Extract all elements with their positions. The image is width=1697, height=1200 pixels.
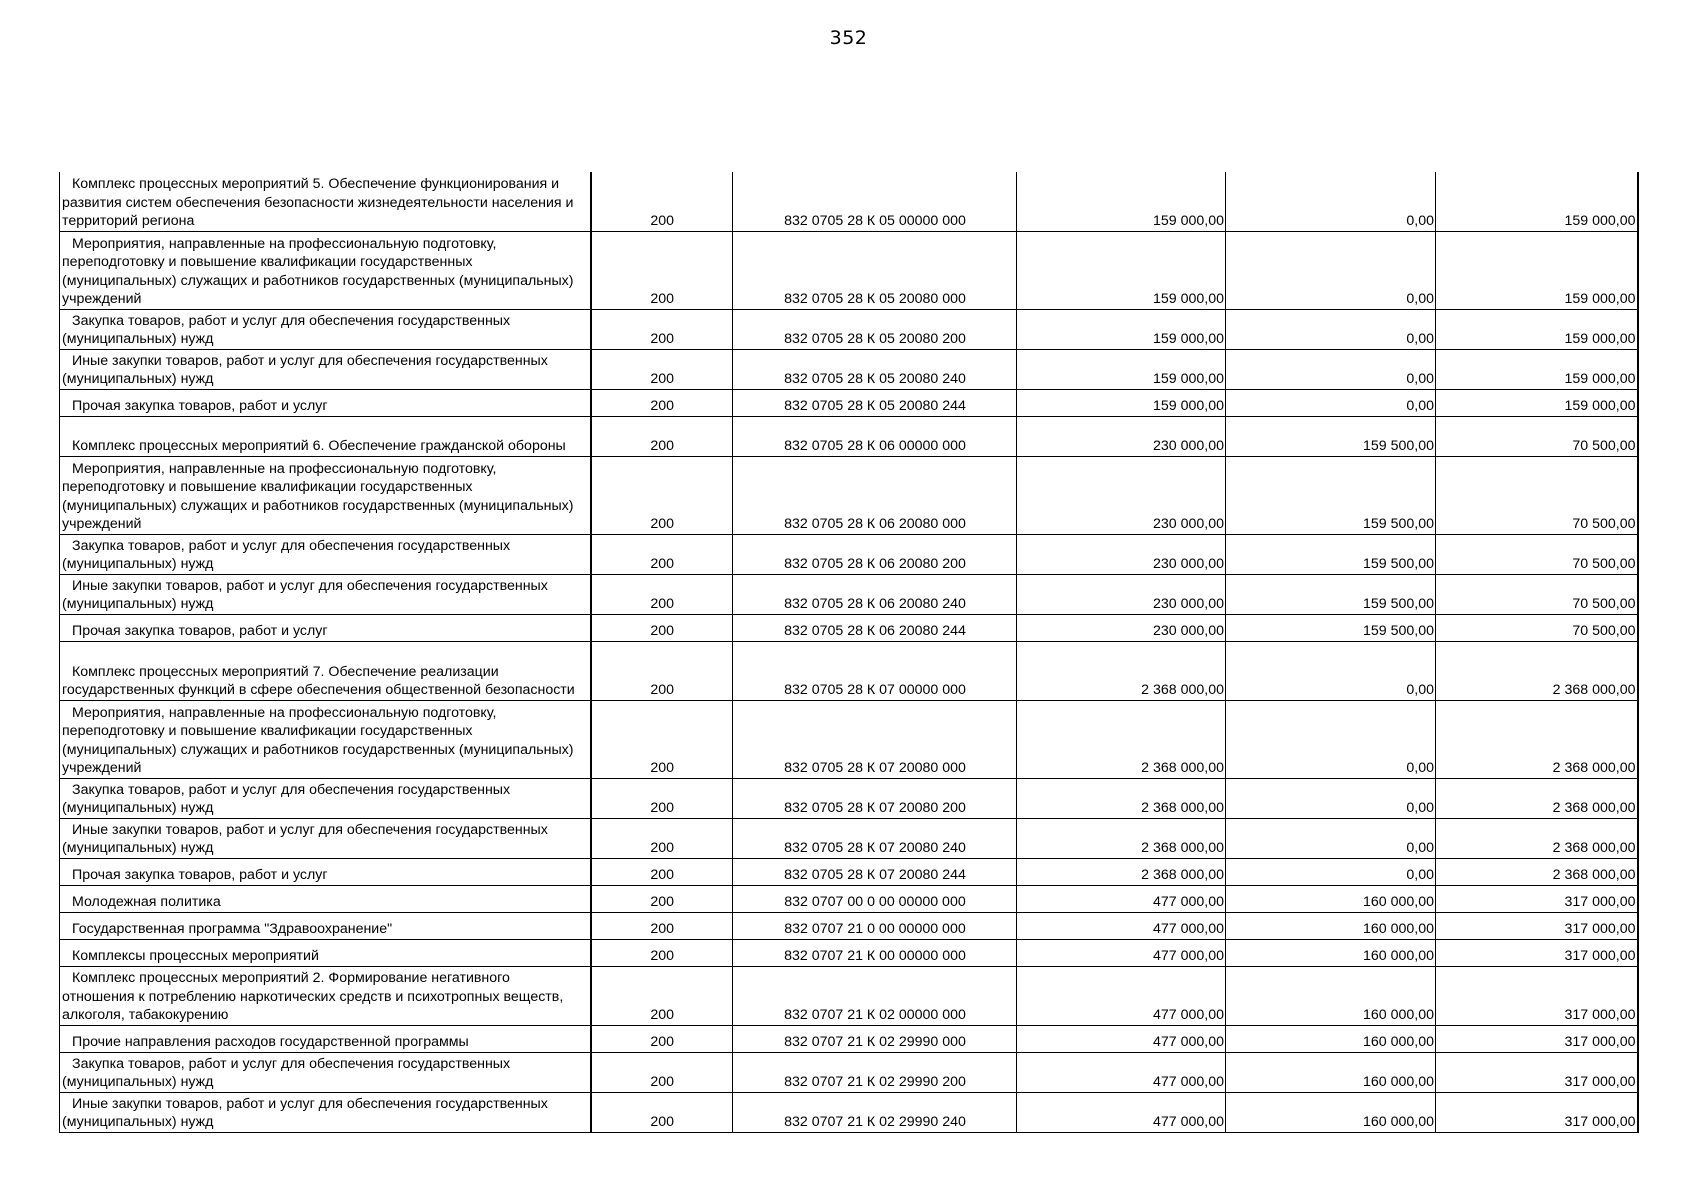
row-kbk: 832 0705 28 К 05 20080 240 <box>733 349 1017 389</box>
row-amount-2: 159 500,00 <box>1226 614 1436 641</box>
row-name: Прочая закупка товаров, работ и услуг <box>60 389 591 416</box>
row-amount-2: 0,00 <box>1226 778 1436 818</box>
row-amount-3: 159 000,00 <box>1436 389 1638 416</box>
row-kbk: 832 0705 28 К 06 20080 240 <box>733 574 1017 614</box>
row-amount-1: 230 000,00 <box>1017 614 1226 641</box>
row-amount-2: 160 000,00 <box>1226 1025 1436 1052</box>
row-kbk: 832 0705 28 К 07 20080 200 <box>733 778 1017 818</box>
row-amount-1: 477 000,00 <box>1017 939 1226 966</box>
row-name: Прочая закупка товаров, работ и услуг <box>60 614 591 641</box>
table-row <box>60 231 1638 309</box>
row-code: 200 <box>591 574 733 614</box>
row-amount-3: 2 368 000,00 <box>1436 818 1638 858</box>
row-code: 200 <box>591 1092 733 1132</box>
row-name: Иные закупки товаров, работ и услуг для обеспечения государственных (муниципальных) нужд <box>60 574 591 614</box>
row-amount-1: 159 000,00 <box>1017 172 1226 231</box>
table-row <box>60 389 1638 416</box>
row-code: 200 <box>591 416 733 456</box>
row-name: Прочая закупка товаров, работ и услуг <box>60 858 591 885</box>
row-name: Комплекс процессных мероприятий 7. Обеспечение реализации государственных функций в сфере обеспечения общественной безопасности <box>60 641 591 700</box>
row-amount-2: 0,00 <box>1226 231 1436 309</box>
table-row <box>60 966 1638 1025</box>
table-row <box>60 172 1638 231</box>
row-amount-1: 2 368 000,00 <box>1017 858 1226 885</box>
row-amount-2: 0,00 <box>1226 309 1436 349</box>
row-amount-2: 160 000,00 <box>1226 1092 1436 1132</box>
row-code: 200 <box>591 534 733 574</box>
row-kbk: 832 0705 28 К 05 20080 244 <box>733 389 1017 416</box>
row-code: 200 <box>591 1025 733 1052</box>
page-number: 352 <box>829 27 868 49</box>
row-amount-2: 160 000,00 <box>1226 912 1436 939</box>
row-name: Комплекс процессных мероприятий 6. Обеспечение гражданской обороны <box>60 416 591 456</box>
row-amount-1: 477 000,00 <box>1017 966 1226 1025</box>
row-code: 200 <box>591 349 733 389</box>
row-kbk: 832 0705 28 К 06 20080 244 <box>733 614 1017 641</box>
row-code: 200 <box>591 885 733 912</box>
row-amount-1: 477 000,00 <box>1017 885 1226 912</box>
row-amount-3: 317 000,00 <box>1436 1052 1638 1092</box>
row-kbk: 832 0707 21 К 02 29990 200 <box>733 1052 1017 1092</box>
row-kbk: 832 0707 00 0 00 00000 000 <box>733 885 1017 912</box>
row-name: Мероприятия, направленные на профессиональную подготовку, переподготовку и повышение квалификации государственных (муниципальных) служащих и работников государственных (муниципальных) учреждений <box>60 456 591 534</box>
table-row <box>60 778 1638 818</box>
row-amount-3: 70 500,00 <box>1436 534 1638 574</box>
table-row <box>60 885 1638 912</box>
row-amount-2: 0,00 <box>1226 700 1436 778</box>
row-amount-3: 2 368 000,00 <box>1436 700 1638 778</box>
row-code: 200 <box>591 858 733 885</box>
row-kbk: 832 0705 28 К 06 20080 200 <box>733 534 1017 574</box>
row-code: 200 <box>591 231 733 309</box>
row-amount-3: 317 000,00 <box>1436 885 1638 912</box>
row-code: 200 <box>591 614 733 641</box>
row-amount-2: 160 000,00 <box>1226 939 1436 966</box>
row-amount-3: 70 500,00 <box>1436 416 1638 456</box>
row-amount-2: 0,00 <box>1226 818 1436 858</box>
table-row <box>60 1092 1638 1132</box>
row-code: 200 <box>591 818 733 858</box>
row-amount-3: 70 500,00 <box>1436 614 1638 641</box>
row-amount-3: 2 368 000,00 <box>1436 858 1638 885</box>
row-name: Комплекс процессных мероприятий 5. Обеспечение функционирования и развития систем обеспечения безопасности жизнедеятельности населения и территорий региона <box>60 172 591 231</box>
row-kbk: 832 0705 28 К 06 20080 000 <box>733 456 1017 534</box>
row-kbk: 832 0707 21 К 00 00000 000 <box>733 939 1017 966</box>
row-amount-3: 317 000,00 <box>1436 966 1638 1025</box>
row-amount-1: 230 000,00 <box>1017 416 1226 456</box>
table-row <box>60 456 1638 534</box>
row-amount-1: 230 000,00 <box>1017 574 1226 614</box>
row-code: 200 <box>591 456 733 534</box>
row-code: 200 <box>591 912 733 939</box>
row-code: 200 <box>591 309 733 349</box>
row-kbk: 832 0705 28 К 05 20080 000 <box>733 231 1017 309</box>
row-amount-1: 2 368 000,00 <box>1017 818 1226 858</box>
row-name: Закупка товаров, работ и услуг для обеспечения государственных (муниципальных) нужд <box>60 778 591 818</box>
row-kbk: 832 0705 28 К 05 00000 000 <box>733 172 1017 231</box>
row-amount-1: 477 000,00 <box>1017 1025 1226 1052</box>
row-amount-2: 0,00 <box>1226 858 1436 885</box>
row-kbk: 832 0705 28 К 07 20080 240 <box>733 818 1017 858</box>
row-name: Иные закупки товаров, работ и услуг для обеспечения государственных (муниципальных) нужд <box>60 1092 591 1132</box>
table-row <box>60 416 1638 456</box>
row-amount-1: 2 368 000,00 <box>1017 778 1226 818</box>
row-name: Прочие направления расходов государственной программы <box>60 1025 591 1052</box>
table-row <box>60 858 1638 885</box>
row-kbk: 832 0705 28 К 05 20080 200 <box>733 309 1017 349</box>
row-amount-3: 2 368 000,00 <box>1436 778 1638 818</box>
row-amount-3: 159 000,00 <box>1436 231 1638 309</box>
row-name: Мероприятия, направленные на профессиональную подготовку, переподготовку и повышение квалификации государственных (муниципальных) служащих и работников государственных (муниципальных) учреждений <box>60 700 591 778</box>
row-name: Закупка товаров, работ и услуг для обеспечения государственных (муниципальных) нужд <box>60 1052 591 1092</box>
row-amount-3: 159 000,00 <box>1436 309 1638 349</box>
table-row <box>60 349 1638 389</box>
row-amount-3: 317 000,00 <box>1436 1025 1638 1052</box>
row-amount-3: 317 000,00 <box>1436 912 1638 939</box>
table-row <box>60 641 1638 700</box>
row-name: Закупка товаров, работ и услуг для обеспечения государственных (муниципальных) нужд <box>60 309 591 349</box>
row-code: 200 <box>591 389 733 416</box>
row-code: 200 <box>591 939 733 966</box>
row-code: 200 <box>591 641 733 700</box>
table-row <box>60 818 1638 858</box>
row-kbk: 832 0705 28 К 07 00000 000 <box>733 641 1017 700</box>
row-name: Молодежная политика <box>60 885 591 912</box>
row-amount-1: 159 000,00 <box>1017 309 1226 349</box>
row-amount-1: 230 000,00 <box>1017 534 1226 574</box>
row-kbk: 832 0707 21 0 00 00000 000 <box>733 912 1017 939</box>
row-amount-2: 160 000,00 <box>1226 885 1436 912</box>
row-amount-3: 159 000,00 <box>1436 172 1638 231</box>
row-amount-1: 2 368 000,00 <box>1017 641 1226 700</box>
row-amount-1: 477 000,00 <box>1017 1092 1226 1132</box>
budget-table <box>59 172 1639 1133</box>
row-amount-2: 159 500,00 <box>1226 416 1436 456</box>
row-amount-3: 70 500,00 <box>1436 574 1638 614</box>
row-name: Комплексы процессных мероприятий <box>60 939 591 966</box>
table-row <box>60 912 1638 939</box>
row-name: Мероприятия, направленные на профессиональную подготовку, переподготовку и повышение квалификации государственных (муниципальных) служащих и работников государственных (муниципальных) учреждений <box>60 231 591 309</box>
row-code: 200 <box>591 700 733 778</box>
row-kbk: 832 0707 21 К 02 00000 000 <box>733 966 1017 1025</box>
table-row <box>60 939 1638 966</box>
row-amount-1: 2 368 000,00 <box>1017 700 1226 778</box>
row-kbk: 832 0707 21 К 02 29990 240 <box>733 1092 1017 1132</box>
row-amount-2: 0,00 <box>1226 389 1436 416</box>
row-code: 200 <box>591 172 733 231</box>
table-row <box>60 700 1638 778</box>
row-amount-2: 159 500,00 <box>1226 574 1436 614</box>
row-amount-1: 230 000,00 <box>1017 456 1226 534</box>
row-amount-3: 2 368 000,00 <box>1436 641 1638 700</box>
row-code: 200 <box>591 1052 733 1092</box>
table-row <box>60 1025 1638 1052</box>
row-kbk: 832 0705 28 К 06 00000 000 <box>733 416 1017 456</box>
table-row <box>60 309 1638 349</box>
row-amount-2: 0,00 <box>1226 349 1436 389</box>
row-amount-3: 317 000,00 <box>1436 1092 1638 1132</box>
table-row <box>60 534 1638 574</box>
row-name: Комплекс процессных мероприятий 2. Формирование негативного отношения к потреблению наркотических средств и психотропных веществ, алкоголя, табакокурению <box>60 966 591 1025</box>
table-row <box>60 1052 1638 1092</box>
row-kbk: 832 0705 28 К 07 20080 244 <box>733 858 1017 885</box>
row-kbk: 832 0707 21 К 02 29990 000 <box>733 1025 1017 1052</box>
row-amount-1: 159 000,00 <box>1017 231 1226 309</box>
row-amount-1: 159 000,00 <box>1017 389 1226 416</box>
row-name: Иные закупки товаров, работ и услуг для обеспечения государственных (муниципальных) нужд <box>60 349 591 389</box>
row-amount-2: 0,00 <box>1226 641 1436 700</box>
table-row <box>60 614 1638 641</box>
row-amount-2: 0,00 <box>1226 172 1436 231</box>
row-amount-1: 477 000,00 <box>1017 912 1226 939</box>
row-name: Закупка товаров, работ и услуг для обеспечения государственных (муниципальных) нужд <box>60 534 591 574</box>
row-amount-1: 477 000,00 <box>1017 1052 1226 1092</box>
row-kbk: 832 0705 28 К 07 20080 000 <box>733 700 1017 778</box>
row-name: Иные закупки товаров, работ и услуг для обеспечения государственных (муниципальных) нужд <box>60 818 591 858</box>
row-amount-1: 159 000,00 <box>1017 349 1226 389</box>
row-name: Государственная программа "Здравоохранение" <box>60 912 591 939</box>
table-row <box>60 574 1638 614</box>
row-amount-3: 159 000,00 <box>1436 349 1638 389</box>
row-amount-3: 317 000,00 <box>1436 939 1638 966</box>
row-amount-2: 160 000,00 <box>1226 1052 1436 1092</box>
row-amount-2: 159 500,00 <box>1226 534 1436 574</box>
row-code: 200 <box>591 778 733 818</box>
row-amount-3: 70 500,00 <box>1436 456 1638 534</box>
row-code: 200 <box>591 966 733 1025</box>
row-amount-2: 159 500,00 <box>1226 456 1436 534</box>
row-amount-2: 160 000,00 <box>1226 966 1436 1025</box>
